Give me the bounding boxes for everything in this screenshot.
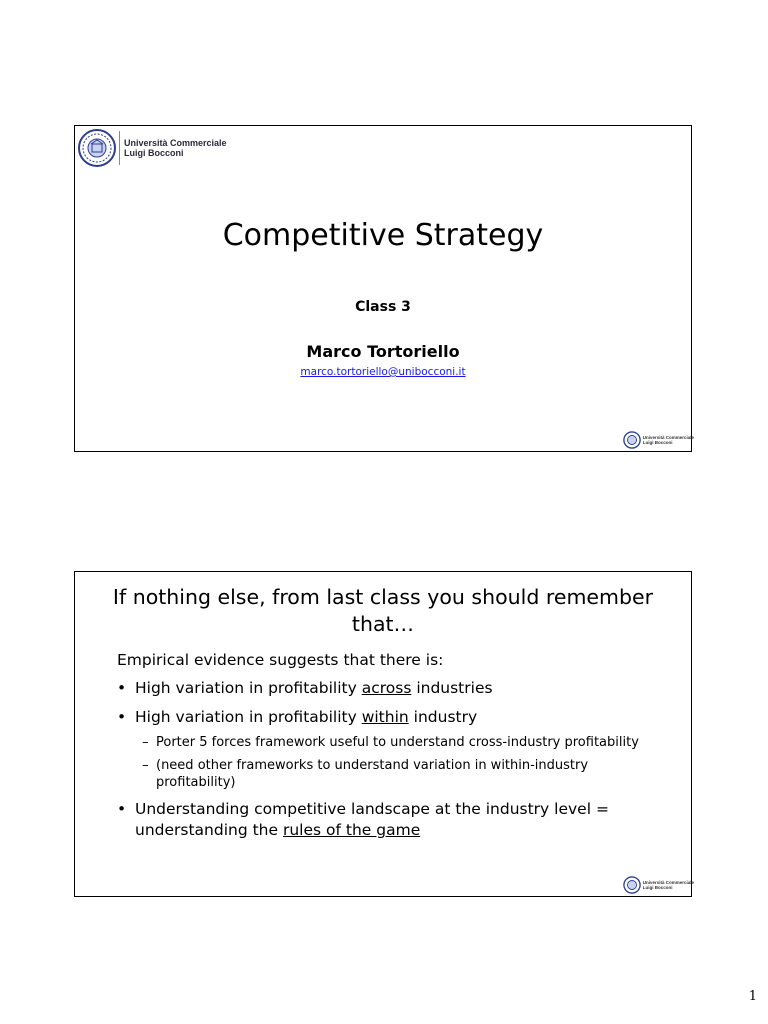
footer-logo-line-2: Luigi Bocconi xyxy=(642,885,673,890)
slide-title xyxy=(74,125,692,452)
footer-logo-line-1: Università Commerciale xyxy=(642,880,694,885)
bullet-text: High variation in profitability xyxy=(135,679,362,697)
logo-divider xyxy=(119,131,120,165)
page-number: 1 xyxy=(748,989,757,1004)
bullet-across xyxy=(117,678,671,699)
bullet-text: industries xyxy=(411,679,493,697)
author-email-link[interactable]: marco.tortoriello@unibocconi.it xyxy=(300,366,466,378)
slide-title-text: Competitive Strategy xyxy=(222,218,544,253)
university-seal-icon xyxy=(623,431,641,449)
bullet-emphasis: rules of the game xyxy=(282,821,421,839)
bullet-text: industry xyxy=(408,708,478,726)
slide-recap xyxy=(74,571,692,897)
title-line-1: If nothing else, from last class you should remember xyxy=(112,585,654,609)
bullet-text: Understanding competitive landscape at the industry level = understanding the xyxy=(135,800,609,839)
slide-content xyxy=(117,650,671,849)
footer-logo-text xyxy=(643,880,694,890)
footer-logo-line-1: Università Commerciale xyxy=(642,435,694,440)
bullet-rules-of-game xyxy=(117,799,671,841)
logo-line-2: Luigi Bocconi xyxy=(124,148,184,158)
footer-logo-line-2: Luigi Bocconi xyxy=(642,440,673,445)
bullet-emphasis: within xyxy=(361,708,409,726)
title-line-2: that… xyxy=(351,612,415,636)
bocconi-logo xyxy=(77,128,227,168)
footer-logo-text xyxy=(643,435,694,445)
author-name: Marco Tortoriello xyxy=(306,342,460,361)
university-seal-icon xyxy=(623,876,641,894)
bullet-within xyxy=(117,707,671,728)
logo-text xyxy=(124,138,227,158)
logo-line-1: Università Commerciale xyxy=(124,138,227,148)
sub-bullet-porter: – Porter 5 forces framework useful to understand cross-industry profitability xyxy=(117,734,671,751)
university-seal-icon xyxy=(77,128,117,168)
slide-recap-title xyxy=(75,584,691,638)
intro-text: Empirical evidence suggests that there is: xyxy=(117,651,444,669)
bullet-text: High variation in profitability xyxy=(135,708,362,726)
class-label: Class 3 xyxy=(355,299,411,315)
bullet-emphasis: across xyxy=(361,679,412,697)
footer-logo xyxy=(623,431,694,449)
footer-logo xyxy=(623,876,694,894)
sub-bullet-frameworks: – (need other frameworks to understand variation in within-industry profitability) xyxy=(117,757,671,791)
